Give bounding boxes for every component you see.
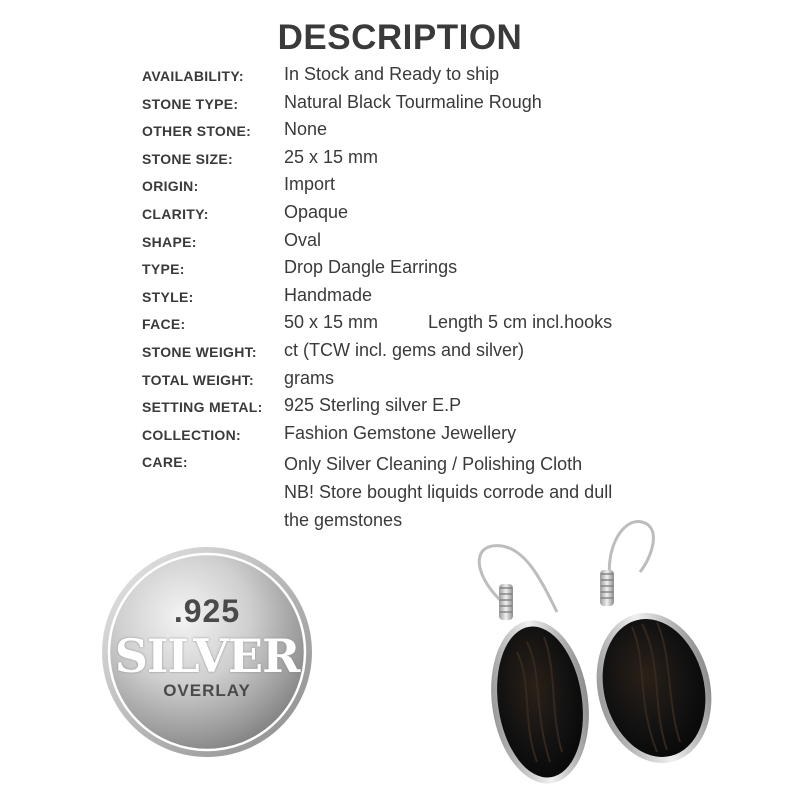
spec-row-style	[142, 283, 702, 311]
spec-value: ct (TCW incl. gems and silver)	[284, 339, 525, 360]
spec-row-shape	[142, 228, 702, 256]
spec-label: STYLE:	[142, 288, 194, 305]
spec-value: Opaque	[284, 201, 349, 222]
spec-row-stone-type	[142, 90, 702, 118]
spec-row-care	[142, 448, 702, 531]
seal-finish: OVERLAY	[163, 681, 251, 700]
spec-label: STONE WEIGHT:	[142, 343, 257, 360]
spec-label: COLLECTION:	[142, 426, 241, 443]
spec-row-collection	[142, 421, 702, 449]
left-earring	[479, 546, 599, 790]
care-line: the gemstones	[284, 510, 403, 531]
right-earring	[581, 522, 726, 776]
spec-row-other-stone	[142, 117, 702, 145]
spec-label: STONE TYPE:	[142, 95, 239, 112]
spec-label: STONE SIZE:	[142, 150, 233, 167]
spec-value: None	[284, 119, 328, 140]
page-title: DESCRIPTION	[277, 18, 523, 57]
spec-label: FACE:	[142, 316, 186, 333]
spec-row-setting-metal	[142, 393, 702, 421]
care-line: NB! Store bought liquids corrode and dull	[284, 482, 613, 503]
spec-row-type	[142, 255, 702, 283]
seal-purity: .925	[173, 593, 241, 629]
product-image	[462, 512, 792, 792]
spec-value: 925 Sterling silver E.P	[284, 395, 462, 416]
spec-row-stone-weight	[142, 338, 702, 366]
spec-label: ORIGIN:	[142, 178, 199, 195]
spec-value: Handmade	[284, 284, 373, 305]
spec-value: Import	[284, 174, 336, 195]
silver-seal	[100, 545, 314, 759]
spec-row-face	[142, 310, 702, 338]
spec-label: TOTAL WEIGHT:	[142, 371, 255, 388]
spec-label: SETTING METAL:	[142, 399, 263, 416]
spec-label: TYPE:	[142, 261, 185, 278]
spec-value: In Stock and Ready to ship	[284, 64, 500, 84]
spec-row-clarity	[142, 200, 702, 228]
spec-table	[142, 62, 702, 531]
seal-metal: SILVER	[114, 629, 300, 683]
spec-value: Fashion Gemstone Jewellery	[284, 422, 517, 443]
spec-value-extra: Length 5 cm incl.hooks	[428, 312, 613, 333]
spec-value: Oval	[284, 229, 322, 250]
care-line: Only Silver Cleaning / Polishing Cloth	[284, 454, 583, 475]
spec-label: CARE:	[142, 454, 188, 471]
spec-value: Natural Black Tourmaline Rough	[284, 91, 542, 112]
spec-row-availability	[142, 62, 702, 90]
spec-value: 25 x 15 mm	[284, 146, 379, 167]
spec-label: SHAPE:	[142, 233, 197, 250]
spec-value: Drop Dangle Earrings	[284, 257, 458, 278]
spec-value: 50 x 15 mm	[284, 312, 379, 333]
spec-row-stone-size	[142, 145, 702, 173]
spec-label: OTHER STONE:	[142, 123, 252, 140]
spec-label: CLARITY:	[142, 205, 209, 222]
spec-row-total-weight	[142, 366, 702, 394]
spec-value: grams	[284, 367, 335, 388]
spec-row-origin	[142, 172, 702, 200]
spec-label: AVAILABILITY:	[142, 68, 244, 84]
